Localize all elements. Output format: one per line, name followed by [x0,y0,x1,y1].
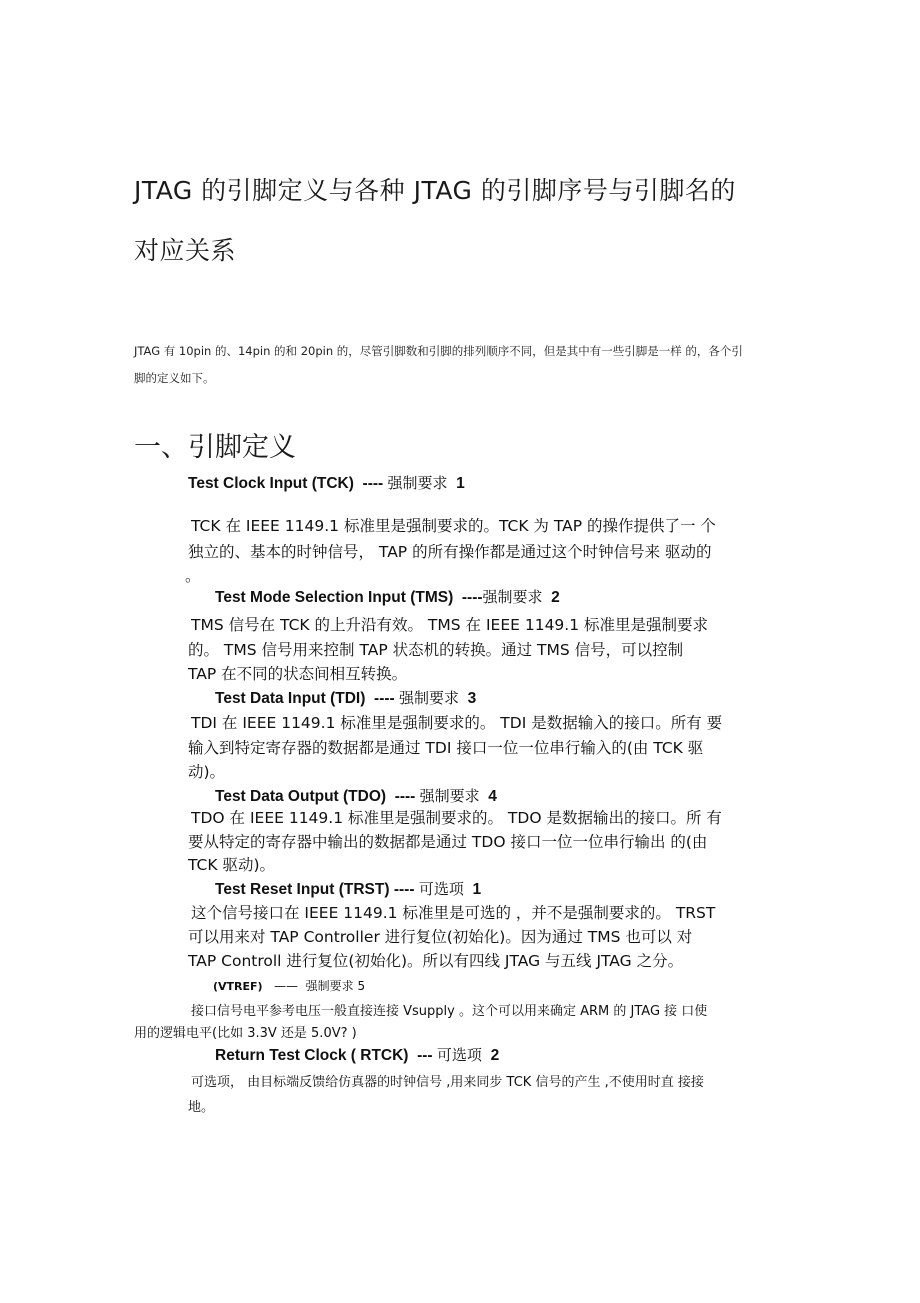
vtref-name: (VTREF) [213,980,263,993]
section-heading: 一、引脚定义 [134,432,296,463]
tck-text-line-2: 独立的、基本的时钟信号， TAP 的所有操作都是通过这个时钟信号来 驱动的 [188,543,712,561]
tdi-name: Test Data Input (TDI) [215,690,366,707]
trst-text-line-2: 可以用来对 TAP Controller 进行复位(初始化)。因为通过 TMS 也可以 对 [188,928,693,946]
tdi-dash: ---- [374,690,395,707]
page-title-line-1: JTAG 的引脚定义与各种 JTAG 的引脚序号与引脚名的 [134,176,736,205]
tms-text-line-2: 的。 TMS 信号用来控制 TAP 状态机的转换。通过 TMS 信号，可以控制 [188,641,684,659]
tdo-number: 4 [488,788,497,805]
tdi-requirement: 强制要求 [399,689,460,707]
tms-number: 2 [551,589,560,606]
tdo-name: Test Data Output (TDO) [215,788,387,805]
tdo-text-line-2: 要从特定的寄存器中输出的数据都是通过 TDO 接口一位一位串行输出 的(由 [188,833,708,851]
tms-text-line-3: TAP 在不同的状态间相互转换。 [188,665,408,683]
rtck-dash: --- [417,1047,433,1064]
rtck-heading [215,1044,499,1065]
rtck-name: Return Test Clock ( RTCK) [215,1047,409,1064]
tdi-text-line-3: 动)。 [188,763,226,781]
tdo-text-line-3: TCK 驱动)。 [188,856,276,874]
tms-requirement: 强制要求 [482,588,543,606]
trst-requirement: 可选项 [418,880,464,898]
tdo-text-line-1: TDO 在 IEEE 1149.1 标准里是强制要求的。 TDO 是数据输出的接口。所 有 [191,809,722,827]
vtref-dash: —— [274,979,299,993]
tms-heading [215,586,560,607]
trst-text-line-3: TAP Controll 进行复位(初始化)。所以有四线 JTAG 与五线 JTAG 之分。 [188,952,684,970]
tdo-dash: ---- [394,788,416,805]
vtref-requirement: 强制要求 [305,979,354,993]
tdi-text-line-2: 输入到特定寄存器的数据都是通过 TDI 接口一位一位串行输入的(由 TCK 驱 [188,739,704,757]
tdo-requirement: 强制要求 [419,787,480,805]
rtck-text-line-1: 可选项， 由目标端反馈给仿真器的时钟信号 ,用来同步 TCK 信号的产生 ,不使用时直 接接 [191,1075,704,1090]
vtref-text-line-2: 用的逻辑电平(比如 3.3V 还是 5.0V? ) [134,1026,357,1041]
rtck-text-line-2: 地。 [188,1100,215,1115]
trst-name: Test Reset Input (TRST) [215,881,390,898]
rtck-number: 2 [490,1047,500,1064]
tms-text-line-1: TMS 信号在 TCK 的上升沿有效。 TMS 在 IEEE 1149.1 标准里是强制要求 [191,616,709,634]
tck-text-line-1: TCK 在 IEEE 1149.1 标准里是强制要求的。TCK 为 TAP 的操作提供了一 个 [191,517,716,535]
tdi-number: 3 [467,690,477,707]
vtref-number: 5 [357,979,366,993]
tck-dash: ---- [362,475,384,492]
trst-text-line-1: 这个信号接口在 IEEE 1149.1 标准里是可选的 ，并不是强制要求的。 TRST [191,904,716,922]
vtref-text-line-1: 接口信号电平参考电压一般直接连接 Vsupply 。这个可以用来确定 ARM 的 JTAG 接 口使 [191,1004,708,1019]
tck-heading [188,472,465,493]
rtck-requirement: 可选项 [436,1046,482,1064]
trst-heading [215,878,481,899]
intro-line-2: 脚的定义如下。 [134,371,215,385]
tck-number: 1 [456,475,465,492]
intro-line-1: JTAG 有 10pin 的、14pin 的和 20pin 的，尽管引脚数和引脚的排列顺序不同，但是其中有一些引脚是一样 的，各个引 [134,344,743,358]
tck-requirement: 强制要求 [387,474,448,492]
trst-dash: ---- [393,881,415,898]
tdi-heading [215,687,476,708]
tms-name: Test Mode Selection Input (TMS) [215,589,454,606]
tdo-heading [215,785,497,806]
tms-dash: ---- [461,589,483,606]
vtref-heading [213,977,365,994]
page-title-line-2: 对应关系 [134,236,237,265]
tdi-text-line-1: TDI 在 IEEE 1149.1 标准里是强制要求的。 TDI 是数据输入的接口。所有 要 [191,714,723,732]
tck-name: Test Clock Input (TCK) [188,475,354,492]
trst-number: 1 [472,881,482,898]
tck-text-line-3: 。 [185,567,201,585]
